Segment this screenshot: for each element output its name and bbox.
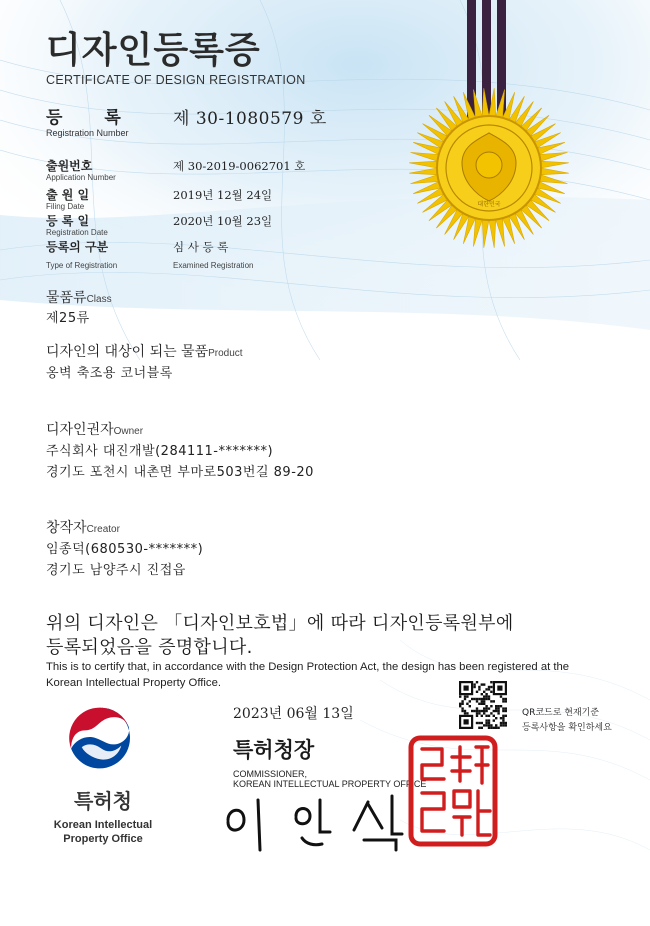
- certification-text-en-2: Korean Intellectual Property Office.: [46, 677, 221, 689]
- commissioner-title-en-2: KOREAN INTELLECTUAL PROPERTY OFFICE: [233, 779, 427, 789]
- certification-text-en-1: This is to certify that, in accordance with the Design Protection Act, the design has been registered at the: [46, 661, 570, 673]
- registration-label: 등 록: [46, 108, 139, 128]
- type-label: 등록의 구분: [46, 240, 109, 254]
- certification-text-ko-1: 위의 디자인은 「디자인보호법」에 따라 디자인등록원부에: [46, 613, 514, 634]
- registration-date: 2020년 10월 23일: [173, 214, 273, 228]
- certification-text-ko-2: 등록되었음을 증명합니다.: [46, 637, 253, 658]
- class-heading: [46, 287, 112, 307]
- qr-instruction-1: QR코드로 현재기준: [522, 708, 600, 718]
- creator-label: 창작자: [46, 520, 87, 536]
- creator-address: 경기도 남양주시 진접읍: [46, 563, 186, 578]
- signature-icon: [218, 792, 418, 856]
- registration-label-en: Registration Number: [46, 128, 129, 138]
- kipo-name-ko: 특허청: [74, 789, 132, 813]
- class-label-en: Class: [86, 294, 112, 305]
- application-number: 제 30-2019-0062701 호: [173, 159, 306, 173]
- kipo-name-en-1: Korean Intellectual: [53, 819, 153, 831]
- issue-date: 2023년 06월 13일: [233, 706, 354, 722]
- gold-seal-label: 대한민국: [477, 201, 501, 208]
- product-label: 디자인의 대상이 되는 물품: [46, 344, 209, 360]
- product-label-en: Product: [208, 348, 243, 359]
- commissioner-title: 특허청장: [233, 738, 315, 762]
- product-heading: [46, 341, 243, 361]
- registration-number: 제 30-1080579 호: [173, 109, 327, 129]
- type-value: 심 사 등 록: [173, 240, 229, 254]
- type-label-en: Type of Registration: [46, 261, 118, 270]
- product-value: 옹벽 축조용 코너블록: [46, 366, 173, 381]
- creator-name: 임종덕(680530-*******): [46, 542, 204, 557]
- class-value: 제25류: [46, 311, 90, 326]
- qr-instruction-2: 등록사항을 확인하세요: [522, 723, 612, 733]
- owner-label: 디자인권자: [46, 422, 114, 438]
- filing-date: 2019년 12월 24일: [173, 188, 273, 202]
- owner-address: 경기도 포천시 내촌면 부마로503번길 89-20: [46, 465, 314, 480]
- owner-name: 주식회사 대진개발(284111-*******): [46, 444, 274, 459]
- gold-seal-icon: [406, 85, 572, 251]
- type-value-en: Examined Registration: [173, 261, 254, 270]
- kipo-name-en-2: Property Office: [63, 833, 143, 845]
- qr-code-icon[interactable]: [459, 681, 507, 729]
- red-seal-label: 특허청장인: [453, 731, 458, 732]
- application-label-en: Application Number: [46, 173, 116, 182]
- creator-label-en: Creator: [86, 524, 120, 535]
- filing-label: 출 원 일: [46, 188, 90, 202]
- owner-heading: [46, 419, 143, 439]
- filing-label-en: Filing Date: [46, 202, 85, 211]
- kipo-logo-icon: [62, 700, 138, 776]
- commissioner-title-en-1: COMMISSIONER,: [233, 769, 308, 779]
- application-label: 출원번호: [46, 159, 93, 173]
- registration-date-label: 등 록 일: [46, 214, 90, 228]
- page-title: 디자인등록증: [46, 30, 261, 71]
- creator-heading: [46, 517, 120, 537]
- page-subtitle: CERTIFICATE OF DESIGN REGISTRATION: [46, 73, 306, 87]
- owner-label-en: Owner: [113, 426, 144, 437]
- official-red-seal-icon: [408, 731, 498, 847]
- class-label: 물품류: [46, 290, 87, 306]
- registration-date-label-en: Registration Date: [46, 228, 108, 237]
